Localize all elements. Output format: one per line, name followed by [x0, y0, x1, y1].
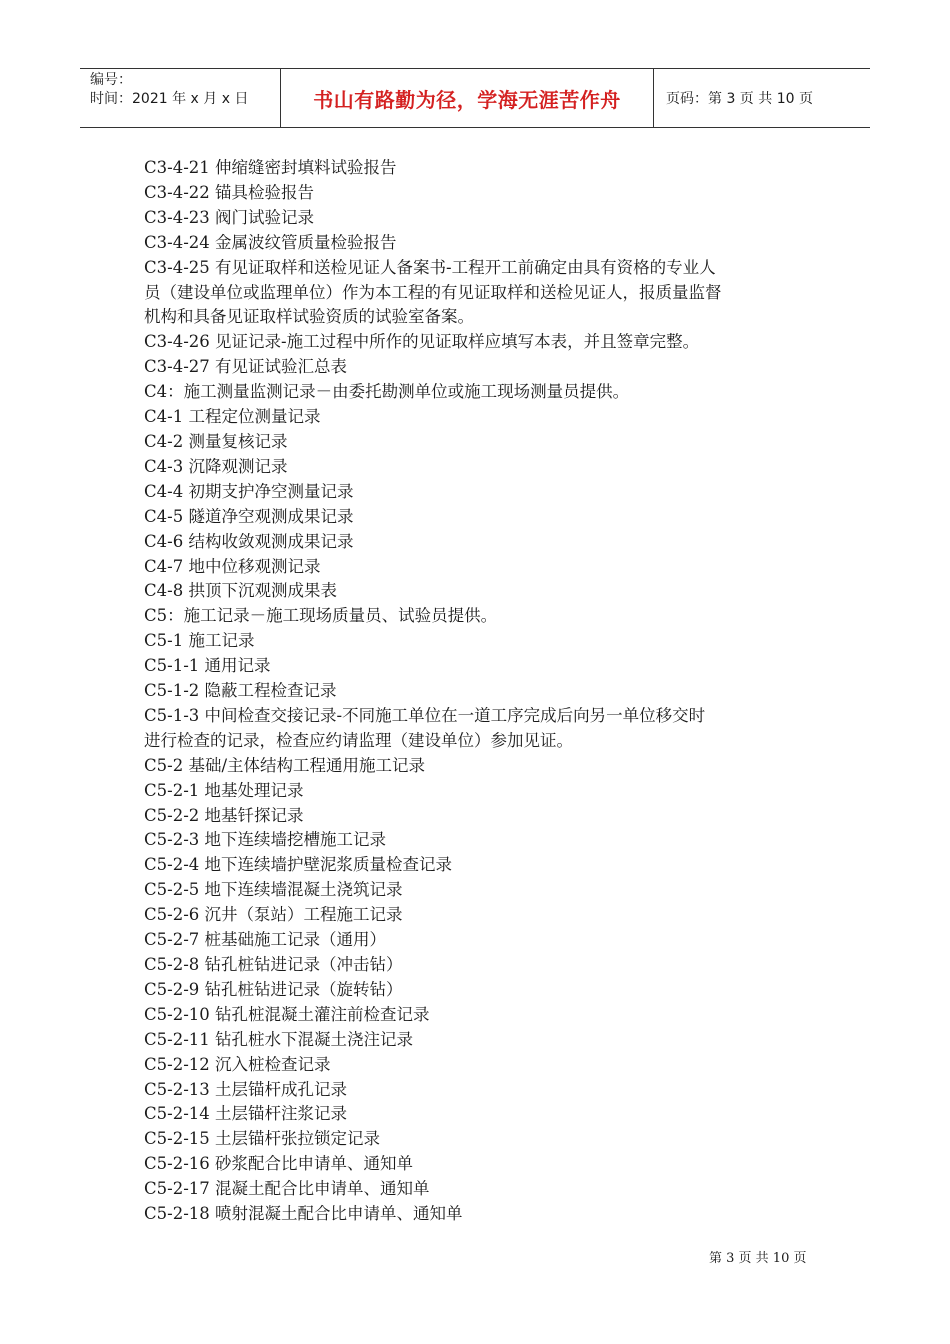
text-line: C5-2-8 钻孔桩钻进记录（冲击钻）	[144, 955, 403, 974]
text-line: C5-2-3 地下连续墙挖槽施工记录	[144, 830, 387, 850]
text-line: C4-2 测量复核记录	[144, 431, 288, 451]
header-motto: 书山有路勤为径，学海无涯苦作舟	[281, 69, 654, 127]
text-line: C5-2-17 混凝土配合比申请单、通知单	[144, 1179, 430, 1199]
text-line: C5-2-5 地下连续墙混凝土浇筑记录	[144, 880, 403, 900]
text-line: C3-4-27 有见证试验汇总表	[144, 357, 348, 377]
text-line: C5-2-10 钻孔桩混凝土灌注前检查记录	[144, 1004, 430, 1024]
text-line: C5：施工记录－施工现场质量员、试验员提供。	[144, 606, 498, 626]
text-line: C5-2-6 沉井（泵站）工程施工记录	[144, 905, 403, 925]
text-line: C5-2-1 地基处理记录	[144, 780, 304, 800]
text-line: C4-6 结构收敛观测成果记录	[144, 531, 354, 551]
text-line: C5-2-11 钻孔桩水下混凝土浇注记录	[144, 1029, 414, 1049]
text-line: 机构和具备见证取样试验资质的试验室备案。	[144, 307, 474, 327]
text-line: C5-2-15 土层锚杆张拉锁定记录	[144, 1129, 381, 1149]
text-line: C3-4-23 阀门试验记录	[144, 207, 315, 227]
page-header	[80, 68, 870, 128]
text-line: C5-2-2 地基钎探记录	[144, 805, 304, 825]
text-line: C3-4-25 有见证取样和送检见证人备案书-工程开工前确定由具有资格的专业人	[144, 257, 716, 277]
text-line: C5-2-9 钻孔桩钻进记录（旋转钻）	[144, 979, 403, 999]
text-line: 进行检查的记录，检查应约请监理（建设单位）参加见证。	[144, 730, 573, 750]
text-line: C4-8 拱顶下沉观测成果表	[144, 581, 337, 601]
text-line: C4-7 地中位移观测记录	[144, 556, 321, 576]
text-line: C5-2-12 沉入桩检查记录	[144, 1054, 331, 1074]
text-line: C3-4-22 锚具检验报告	[144, 182, 315, 202]
text-line: C5-1 施工记录	[144, 631, 255, 651]
document-time: 时间：2021 年 x 月 x 日	[90, 91, 249, 107]
text-line: C3-4-26 见证记录-施工过程中所作的见证取样应填写本表，并且签章完整。	[144, 332, 700, 352]
text-line: C5-2 基础/主体结构工程通用施工记录	[144, 755, 425, 775]
text-line: C4-3 沉降观测记录	[144, 456, 288, 476]
text-line: 员（建设单位或监理单位）作为本工程的有见证取样和送检见证人，报质量监督	[144, 282, 722, 302]
text-line: C5-2-13 土层锚杆成孔记录	[144, 1079, 348, 1099]
text-line: C4：施工测量监测记录－由委托勘测单位或施工现场测量员提供。	[144, 382, 630, 402]
text-line: C3-4-24 金属波纹管质量检验报告	[144, 232, 397, 252]
text-line: C5-2-16 砂浆配合比申请单、通知单	[144, 1154, 414, 1174]
text-line: C4-5 隧道净空观测成果记录	[144, 506, 354, 526]
page-footer: 第 3 页 共 10 页	[709, 1251, 807, 1266]
header-meta	[80, 69, 281, 127]
text-line: C5-1-1 通用记录	[144, 656, 271, 676]
text-line: C5-2-14 土层锚杆注浆记录	[144, 1104, 348, 1124]
text-line: C5-2-18 喷射混凝土配合比申请单、通知单	[144, 1204, 463, 1224]
text-line: C5-1-3 中间检查交接记录-不同施工单位在一道工序完成后向另一单位移交时	[144, 705, 706, 725]
header-page-code: 页码：第 3 页 共 10 页	[666, 91, 813, 107]
text-line: C4-4 初期支护净空测量记录	[144, 481, 354, 501]
text-line: C5-1-2 隐蔽工程检查记录	[144, 681, 337, 701]
document-number-label: 编号：	[90, 72, 132, 88]
document-body	[144, 156, 824, 1227]
text-line: C4-1 工程定位测量记录	[144, 407, 321, 427]
text-line: C5-2-4 地下连续墙护壁泥浆质量检查记录	[144, 855, 453, 875]
text-line: C3-4-21 伸缩缝密封填料试验报告	[144, 158, 397, 177]
text-line: C5-2-7 桩基础施工记录（通用）	[144, 930, 387, 950]
